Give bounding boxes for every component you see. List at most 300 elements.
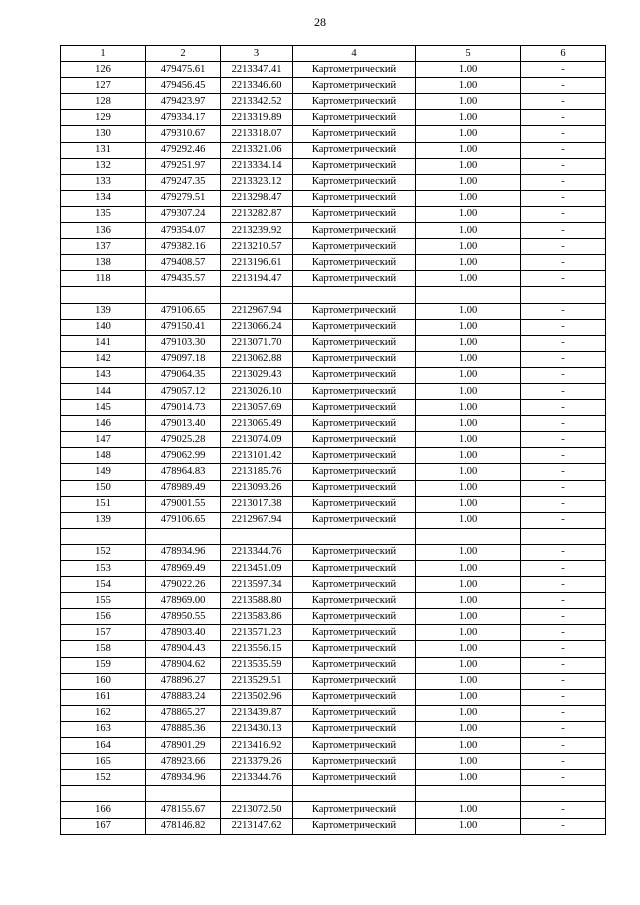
table-row xyxy=(61,689,606,705)
y-coordinate-cell: 2213347.41 xyxy=(221,62,293,78)
point-number-cell: 127 xyxy=(61,78,146,94)
table-row xyxy=(61,94,606,110)
accuracy-cell: 1.00 xyxy=(416,818,521,834)
y-coordinate-cell: 2213282.87 xyxy=(221,206,293,222)
note-cell: - xyxy=(521,190,606,206)
accuracy-cell: 1.00 xyxy=(416,206,521,222)
table-row xyxy=(61,367,606,383)
accuracy-cell: 1.00 xyxy=(416,432,521,448)
accuracy-cell: 1.00 xyxy=(416,802,521,818)
method-cell: Картометрический xyxy=(293,480,416,496)
x-coordinate-cell: 479408.57 xyxy=(146,255,221,271)
method-cell: Картометрический xyxy=(293,544,416,560)
table-row xyxy=(61,593,606,609)
x-coordinate-cell: 479435.57 xyxy=(146,271,221,287)
note-cell: - xyxy=(521,544,606,560)
separator-row xyxy=(61,287,606,303)
x-coordinate-cell: 478903.40 xyxy=(146,625,221,641)
accuracy-cell: 1.00 xyxy=(416,126,521,142)
x-coordinate-cell: 478883.24 xyxy=(146,689,221,705)
x-coordinate-cell: 478885.36 xyxy=(146,721,221,737)
method-cell: Картометрический xyxy=(293,271,416,287)
note-cell: - xyxy=(521,432,606,448)
y-coordinate-cell: 2213344.76 xyxy=(221,544,293,560)
table-row xyxy=(61,190,606,206)
y-coordinate-cell: 2213571.23 xyxy=(221,625,293,641)
column-header: 3 xyxy=(221,46,293,62)
method-cell xyxy=(293,287,416,303)
method-cell: Картометрический xyxy=(293,190,416,206)
y-coordinate-cell: 2213344.76 xyxy=(221,770,293,786)
x-coordinate-cell: 478865.27 xyxy=(146,705,221,721)
x-coordinate-cell: 479064.35 xyxy=(146,367,221,383)
note-cell: - xyxy=(521,223,606,239)
note-cell: - xyxy=(521,496,606,512)
table-row xyxy=(61,400,606,416)
y-coordinate-cell: 2213597.34 xyxy=(221,577,293,593)
point-number-cell: 142 xyxy=(61,351,146,367)
table-row xyxy=(61,62,606,78)
y-coordinate-cell: 2213298.47 xyxy=(221,190,293,206)
note-cell: - xyxy=(521,641,606,657)
accuracy-cell: 1.00 xyxy=(416,223,521,239)
accuracy-cell: 1.00 xyxy=(416,561,521,577)
note-cell: - xyxy=(521,303,606,319)
table-body xyxy=(61,62,606,835)
point-number-cell: 131 xyxy=(61,142,146,158)
table-row xyxy=(61,351,606,367)
point-number-cell: 144 xyxy=(61,383,146,399)
x-coordinate-cell xyxy=(146,287,221,303)
x-coordinate-cell: 479423.97 xyxy=(146,94,221,110)
y-coordinate-cell: 2213066.24 xyxy=(221,319,293,335)
point-number-cell: 156 xyxy=(61,609,146,625)
point-number-cell: 138 xyxy=(61,255,146,271)
point-number-cell: 164 xyxy=(61,738,146,754)
point-number-cell: 162 xyxy=(61,705,146,721)
y-coordinate-cell: 2213342.52 xyxy=(221,94,293,110)
method-cell: Картометрический xyxy=(293,770,416,786)
y-coordinate-cell: 2213093.26 xyxy=(221,480,293,496)
method-cell: Картометрический xyxy=(293,802,416,818)
y-coordinate-cell: 2213194.47 xyxy=(221,271,293,287)
accuracy-cell: 1.00 xyxy=(416,544,521,560)
note-cell: - xyxy=(521,464,606,480)
column-header: 6 xyxy=(521,46,606,62)
note-cell: - xyxy=(521,94,606,110)
table-row xyxy=(61,416,606,432)
point-number-cell: 157 xyxy=(61,625,146,641)
y-coordinate-cell: 2213430.13 xyxy=(221,721,293,737)
accuracy-cell xyxy=(416,287,521,303)
point-number-cell: 152 xyxy=(61,544,146,560)
note-cell: - xyxy=(521,335,606,351)
note-cell: - xyxy=(521,367,606,383)
accuracy-cell: 1.00 xyxy=(416,78,521,94)
table-row xyxy=(61,673,606,689)
y-coordinate-cell: 2213101.42 xyxy=(221,448,293,464)
note-cell: - xyxy=(521,738,606,754)
y-coordinate-cell: 2213439.87 xyxy=(221,705,293,721)
y-coordinate-cell xyxy=(221,528,293,544)
table-row xyxy=(61,770,606,786)
method-cell: Картометрический xyxy=(293,689,416,705)
point-number-cell: 154 xyxy=(61,577,146,593)
accuracy-cell: 1.00 xyxy=(416,271,521,287)
coordinates-table-container xyxy=(60,45,605,835)
method-cell: Картометрический xyxy=(293,577,416,593)
accuracy-cell: 1.00 xyxy=(416,464,521,480)
x-coordinate-cell: 479150.41 xyxy=(146,319,221,335)
point-number-cell xyxy=(61,287,146,303)
y-coordinate-cell: 2213210.57 xyxy=(221,239,293,255)
x-coordinate-cell: 478155.67 xyxy=(146,802,221,818)
table-row xyxy=(61,625,606,641)
y-coordinate-cell: 2213346.60 xyxy=(221,78,293,94)
accuracy-cell xyxy=(416,528,521,544)
method-cell: Картометрический xyxy=(293,673,416,689)
method-cell: Картометрический xyxy=(293,142,416,158)
point-number-cell: 158 xyxy=(61,641,146,657)
x-coordinate-cell: 479014.73 xyxy=(146,400,221,416)
method-cell: Картометрический xyxy=(293,609,416,625)
method-cell: Картометрический xyxy=(293,448,416,464)
x-coordinate-cell: 479382.16 xyxy=(146,239,221,255)
separator-row xyxy=(61,786,606,802)
note-cell: - xyxy=(521,802,606,818)
method-cell: Картометрический xyxy=(293,512,416,528)
y-coordinate-cell xyxy=(221,287,293,303)
note-cell: - xyxy=(521,448,606,464)
point-number-cell: 167 xyxy=(61,818,146,834)
method-cell: Картометрический xyxy=(293,721,416,737)
table-row xyxy=(61,126,606,142)
point-number-cell: 139 xyxy=(61,303,146,319)
point-number-cell: 163 xyxy=(61,721,146,737)
note-cell: - xyxy=(521,657,606,673)
accuracy-cell: 1.00 xyxy=(416,319,521,335)
table-row xyxy=(61,754,606,770)
x-coordinate-cell: 478950.55 xyxy=(146,609,221,625)
note-cell: - xyxy=(521,351,606,367)
method-cell: Картометрический xyxy=(293,754,416,770)
table-row xyxy=(61,544,606,560)
note-cell: - xyxy=(521,383,606,399)
point-number-cell: 118 xyxy=(61,271,146,287)
method-cell: Картометрический xyxy=(293,561,416,577)
point-number-cell: 136 xyxy=(61,223,146,239)
method-cell: Картометрический xyxy=(293,351,416,367)
note-cell: - xyxy=(521,400,606,416)
table-row xyxy=(61,641,606,657)
method-cell: Картометрический xyxy=(293,738,416,754)
point-number-cell xyxy=(61,786,146,802)
point-number-cell: 135 xyxy=(61,206,146,222)
accuracy-cell: 1.00 xyxy=(416,190,521,206)
y-coordinate-cell: 2213196.61 xyxy=(221,255,293,271)
point-number-cell: 153 xyxy=(61,561,146,577)
y-coordinate-cell: 2213072.50 xyxy=(221,802,293,818)
point-number-cell: 134 xyxy=(61,190,146,206)
x-coordinate-cell: 479247.35 xyxy=(146,174,221,190)
point-number-cell: 126 xyxy=(61,62,146,78)
note-cell: - xyxy=(521,271,606,287)
note-cell xyxy=(521,528,606,544)
x-coordinate-cell: 479475.61 xyxy=(146,62,221,78)
y-coordinate-cell: 2213583.86 xyxy=(221,609,293,625)
x-coordinate-cell: 478923.66 xyxy=(146,754,221,770)
x-coordinate-cell: 479001.55 xyxy=(146,496,221,512)
method-cell: Картометрический xyxy=(293,367,416,383)
table-row xyxy=(61,271,606,287)
method-cell: Картометрический xyxy=(293,62,416,78)
note-cell xyxy=(521,287,606,303)
table-row xyxy=(61,432,606,448)
y-coordinate-cell: 2213057.69 xyxy=(221,400,293,416)
table-row xyxy=(61,335,606,351)
table-row xyxy=(61,561,606,577)
y-coordinate-cell: 2213147.62 xyxy=(221,818,293,834)
y-coordinate-cell: 2213026.10 xyxy=(221,383,293,399)
accuracy-cell: 1.00 xyxy=(416,609,521,625)
note-cell: - xyxy=(521,110,606,126)
method-cell: Картометрический xyxy=(293,223,416,239)
accuracy-cell: 1.00 xyxy=(416,416,521,432)
column-header: 5 xyxy=(416,46,521,62)
table-row xyxy=(61,239,606,255)
note-cell: - xyxy=(521,673,606,689)
accuracy-cell: 1.00 xyxy=(416,448,521,464)
accuracy-cell: 1.00 xyxy=(416,351,521,367)
note-cell: - xyxy=(521,818,606,834)
method-cell: Картометрический xyxy=(293,657,416,673)
x-coordinate-cell xyxy=(146,528,221,544)
y-coordinate-cell: 2213017.38 xyxy=(221,496,293,512)
x-coordinate-cell: 479013.40 xyxy=(146,416,221,432)
accuracy-cell: 1.00 xyxy=(416,577,521,593)
y-coordinate-cell: 2213502.96 xyxy=(221,689,293,705)
accuracy-cell: 1.00 xyxy=(416,770,521,786)
column-header: 1 xyxy=(61,46,146,62)
note-cell: - xyxy=(521,721,606,737)
y-coordinate-cell: 2212967.94 xyxy=(221,303,293,319)
x-coordinate-cell: 479251.97 xyxy=(146,158,221,174)
note-cell: - xyxy=(521,206,606,222)
method-cell: Картометрический xyxy=(293,174,416,190)
x-coordinate-cell: 479106.65 xyxy=(146,512,221,528)
method-cell: Картометрический xyxy=(293,126,416,142)
y-coordinate-cell: 2213535.59 xyxy=(221,657,293,673)
note-cell xyxy=(521,786,606,802)
point-number-cell: 132 xyxy=(61,158,146,174)
accuracy-cell: 1.00 xyxy=(416,335,521,351)
x-coordinate-cell: 478146.82 xyxy=(146,818,221,834)
point-number-cell: 143 xyxy=(61,367,146,383)
y-coordinate-cell: 2213185.76 xyxy=(221,464,293,480)
x-coordinate-cell: 479025.28 xyxy=(146,432,221,448)
accuracy-cell: 1.00 xyxy=(416,673,521,689)
note-cell: - xyxy=(521,174,606,190)
method-cell: Картометрический xyxy=(293,78,416,94)
method-cell xyxy=(293,528,416,544)
method-cell: Картометрический xyxy=(293,335,416,351)
point-number-cell: 150 xyxy=(61,480,146,496)
point-number-cell: 145 xyxy=(61,400,146,416)
x-coordinate-cell: 478904.62 xyxy=(146,657,221,673)
accuracy-cell: 1.00 xyxy=(416,400,521,416)
y-coordinate-cell: 2213321.06 xyxy=(221,142,293,158)
x-coordinate-cell: 479062.99 xyxy=(146,448,221,464)
accuracy-cell: 1.00 xyxy=(416,383,521,399)
method-cell: Картометрический xyxy=(293,593,416,609)
note-cell: - xyxy=(521,577,606,593)
table-row xyxy=(61,206,606,222)
table-row xyxy=(61,464,606,480)
accuracy-cell: 1.00 xyxy=(416,367,521,383)
table-row xyxy=(61,705,606,721)
table-row xyxy=(61,110,606,126)
method-cell: Картометрический xyxy=(293,625,416,641)
accuracy-cell: 1.00 xyxy=(416,239,521,255)
point-number-cell: 130 xyxy=(61,126,146,142)
y-coordinate-cell: 2213319.89 xyxy=(221,110,293,126)
point-number-cell: 146 xyxy=(61,416,146,432)
y-coordinate-cell xyxy=(221,786,293,802)
y-coordinate-cell: 2213071.70 xyxy=(221,335,293,351)
y-coordinate-cell: 2212967.94 xyxy=(221,512,293,528)
accuracy-cell: 1.00 xyxy=(416,480,521,496)
y-coordinate-cell: 2213029.43 xyxy=(221,367,293,383)
note-cell: - xyxy=(521,705,606,721)
note-cell: - xyxy=(521,625,606,641)
x-coordinate-cell: 478896.27 xyxy=(146,673,221,689)
accuracy-cell: 1.00 xyxy=(416,689,521,705)
note-cell: - xyxy=(521,609,606,625)
method-cell: Картометрический xyxy=(293,158,416,174)
accuracy-cell: 1.00 xyxy=(416,174,521,190)
note-cell: - xyxy=(521,593,606,609)
accuracy-cell: 1.00 xyxy=(416,738,521,754)
accuracy-cell: 1.00 xyxy=(416,721,521,737)
table-row xyxy=(61,721,606,737)
x-coordinate-cell: 479106.65 xyxy=(146,303,221,319)
note-cell: - xyxy=(521,142,606,158)
accuracy-cell: 1.00 xyxy=(416,641,521,657)
note-cell: - xyxy=(521,754,606,770)
table-row xyxy=(61,802,606,818)
x-coordinate-cell: 478934.96 xyxy=(146,544,221,560)
table-row xyxy=(61,448,606,464)
note-cell: - xyxy=(521,255,606,271)
y-coordinate-cell: 2213318.07 xyxy=(221,126,293,142)
point-number-cell: 133 xyxy=(61,174,146,190)
accuracy-cell: 1.00 xyxy=(416,255,521,271)
method-cell: Картометрический xyxy=(293,206,416,222)
point-number-cell: 159 xyxy=(61,657,146,673)
table-row xyxy=(61,255,606,271)
point-number-cell: 148 xyxy=(61,448,146,464)
point-number-cell: 166 xyxy=(61,802,146,818)
x-coordinate-cell: 478969.00 xyxy=(146,593,221,609)
point-number-cell: 141 xyxy=(61,335,146,351)
x-coordinate-cell: 478901.29 xyxy=(146,738,221,754)
table-row xyxy=(61,512,606,528)
table-row xyxy=(61,496,606,512)
separator-row xyxy=(61,528,606,544)
point-number-cell: 160 xyxy=(61,673,146,689)
y-coordinate-cell: 2213065.49 xyxy=(221,416,293,432)
note-cell: - xyxy=(521,319,606,335)
note-cell: - xyxy=(521,480,606,496)
x-coordinate-cell: 478934.96 xyxy=(146,770,221,786)
x-coordinate-cell: 478989.49 xyxy=(146,480,221,496)
table-row xyxy=(61,609,606,625)
x-coordinate-cell: 479456.45 xyxy=(146,78,221,94)
table-row xyxy=(61,657,606,673)
note-cell: - xyxy=(521,770,606,786)
accuracy-cell: 1.00 xyxy=(416,496,521,512)
table-row xyxy=(61,158,606,174)
point-number-cell: 140 xyxy=(61,319,146,335)
x-coordinate-cell: 479057.12 xyxy=(146,383,221,399)
method-cell: Картометрический xyxy=(293,641,416,657)
accuracy-cell xyxy=(416,786,521,802)
x-coordinate-cell: 479022.26 xyxy=(146,577,221,593)
note-cell: - xyxy=(521,62,606,78)
point-number-cell: 139 xyxy=(61,512,146,528)
method-cell: Картометрический xyxy=(293,303,416,319)
column-header: 4 xyxy=(293,46,416,62)
page-number: 28 xyxy=(314,15,326,29)
accuracy-cell: 1.00 xyxy=(416,303,521,319)
accuracy-cell: 1.00 xyxy=(416,512,521,528)
note-cell: - xyxy=(521,512,606,528)
method-cell: Картометрический xyxy=(293,464,416,480)
x-coordinate-cell: 478904.43 xyxy=(146,641,221,657)
y-coordinate-cell: 2213588.80 xyxy=(221,593,293,609)
x-coordinate-cell: 479292.46 xyxy=(146,142,221,158)
y-coordinate-cell: 2213529.51 xyxy=(221,673,293,689)
table-row xyxy=(61,174,606,190)
point-number-cell: 151 xyxy=(61,496,146,512)
x-coordinate-cell: 479354.07 xyxy=(146,223,221,239)
note-cell: - xyxy=(521,158,606,174)
method-cell: Картометрический xyxy=(293,110,416,126)
point-number-cell: 155 xyxy=(61,593,146,609)
y-coordinate-cell: 2213239.92 xyxy=(221,223,293,239)
table-header-row xyxy=(61,46,606,62)
accuracy-cell: 1.00 xyxy=(416,625,521,641)
point-number-cell: 149 xyxy=(61,464,146,480)
method-cell: Картометрический xyxy=(293,416,416,432)
table-row xyxy=(61,577,606,593)
note-cell: - xyxy=(521,561,606,577)
method-cell: Картометрический xyxy=(293,383,416,399)
point-number-cell: 147 xyxy=(61,432,146,448)
y-coordinate-cell: 2213074.09 xyxy=(221,432,293,448)
note-cell: - xyxy=(521,689,606,705)
column-header: 2 xyxy=(146,46,221,62)
note-cell: - xyxy=(521,416,606,432)
accuracy-cell: 1.00 xyxy=(416,657,521,673)
point-number-cell xyxy=(61,528,146,544)
method-cell xyxy=(293,786,416,802)
y-coordinate-cell: 2213556.15 xyxy=(221,641,293,657)
note-cell: - xyxy=(521,78,606,94)
table-row xyxy=(61,223,606,239)
coordinates-table xyxy=(60,45,606,835)
table-row xyxy=(61,383,606,399)
